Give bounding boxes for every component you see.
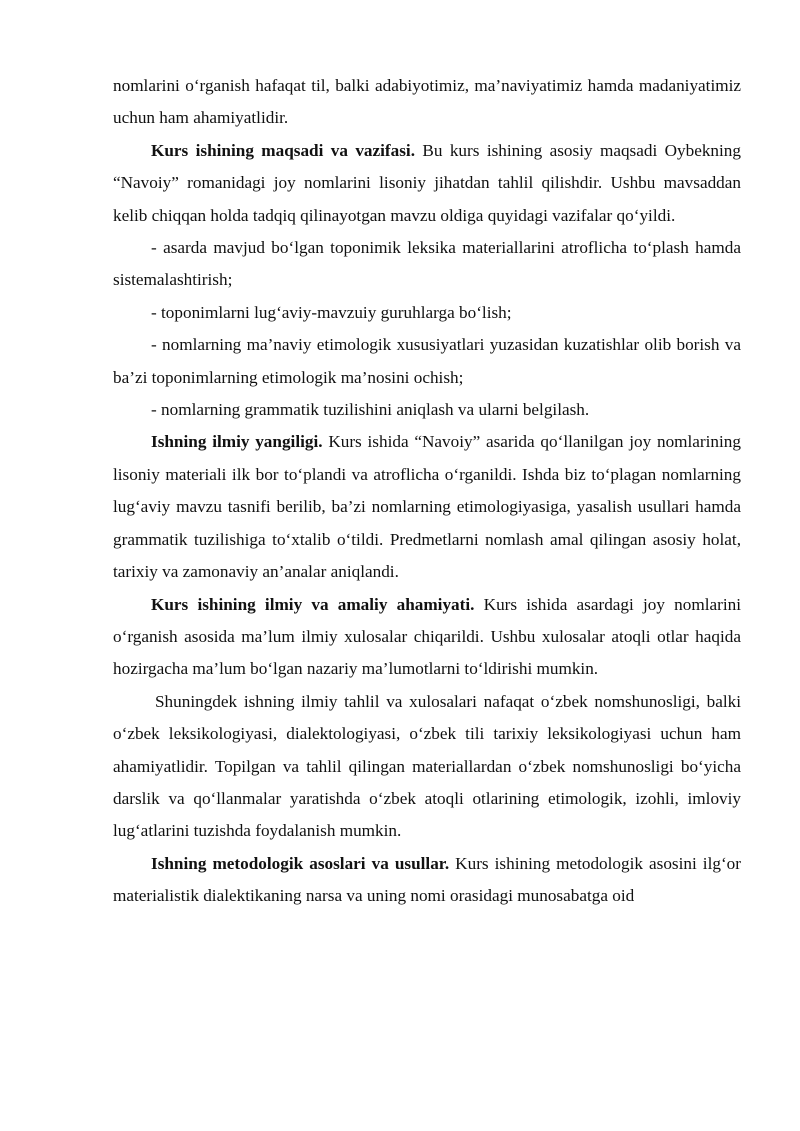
section-heading-significance: Kurs ishining ilmiy va amaliy ahamiyati. <box>151 594 475 614</box>
paragraph-methodology <box>113 848 741 913</box>
paragraph-goals-text: Bu kurs ishining asosiy maqsadi Oybekning “Navoiy” romanidagi joy nomlarini lisoniy jihatdan tahlil qilishdir. Ushbu mavsaddan kelib chiqqan holda tadqiq qilinayotgan mavzu oldiga quyidagi vazifalar qo‘yildi. <box>113 140 741 225</box>
paragraph-goals <box>113 135 741 232</box>
task-item-2: - toponimlarni lug‘aviy-mavzuiy guruhlarga bo‘lish; <box>151 302 512 322</box>
section-heading-methodology: Ishning metodologik asoslari va usullar. <box>151 853 450 873</box>
paragraph-novelty-text: Kurs ishida “Navoiy” asarida qo‘llanilgan joy nomlarining lisoniy materiali ilk bor to‘plandi va atroflicha o‘rganildi. Ishda biz to‘plagan nomlarning lug‘aviy mavzu tasnifi berilib, ba’zi nomlarning etimologiyasiga, yasalish usullari hamda grammatik tuzilishiga to‘xtalib o‘tildi. Predmetlarni nomlash amal qilingan asosiy holat, tarixiy va zamonaviy an’analar aniqlandi. <box>113 432 741 582</box>
task-item-4: - nomlarning grammatik tuzilishini aniqlash va ularni belgilash. <box>151 400 590 420</box>
paragraph-significance <box>113 589 741 686</box>
paragraph-intro-continuation: nomlarini o‘rganish hafaqat til, balki adabiyotimiz, ma’naviyatimiz hamda madaniyatimiz uchun ham ahamiyatlidir. <box>113 76 741 128</box>
section-heading-novelty: Ishning ilmiy yangiligi. <box>151 432 323 452</box>
paragraph-methodology-text: Kurs ishining metodologik asosini ilg‘or materialistik dialektikaning narsa va uning nomi orasidagi munosabatga oid <box>113 853 741 906</box>
paragraph-significance-text: Kurs ishida asardagi joy nomlarini o‘rganish asosida ma’lum ilmiy xulosalar chiqarildi. Ushbu xulosalar atoqli otlar haqida hozirgacha ma’lum bo‘lgan nazariy ma’lumotlarni to‘ldirishi mumkin. <box>113 594 741 679</box>
task-item-3: - nomlarning ma’naviy etimologik xususiyatlari yuzasidan kuzatishlar olib borish va ba’zi toponimlarning etimologik ma’nosini ochish; <box>113 335 741 387</box>
section-heading-goals: Kurs ishining maqsadi va vazifasi. <box>151 140 416 160</box>
task-item-1: - asarda mavjud bo‘lgan toponimik leksika materiallarini atroflicha to‘plash hamda sistemalashtirish; <box>113 238 741 290</box>
document-page <box>113 70 741 913</box>
paragraph-novelty <box>113 426 741 588</box>
paragraph-conclusions: Shuningdek ishning ilmiy tahlil va xulosalari nafaqat o‘zbek nomshunosligi, balki o‘zbek leksikologiyasi, dialektologiyasi, o‘zbek tili tarixiy leksikologiyasi uchun ham ahamiyatlidir. Topilgan va tahlil qilingan materiallardan o‘zbek nomshunosligi bo‘yicha darslik va qo‘llanmalar yaratishda o‘zbek atoqli otlarining etimologik, izohli, imloviy lug‘atlarini tuzishda foydalanish mumkin. <box>113 691 741 841</box>
